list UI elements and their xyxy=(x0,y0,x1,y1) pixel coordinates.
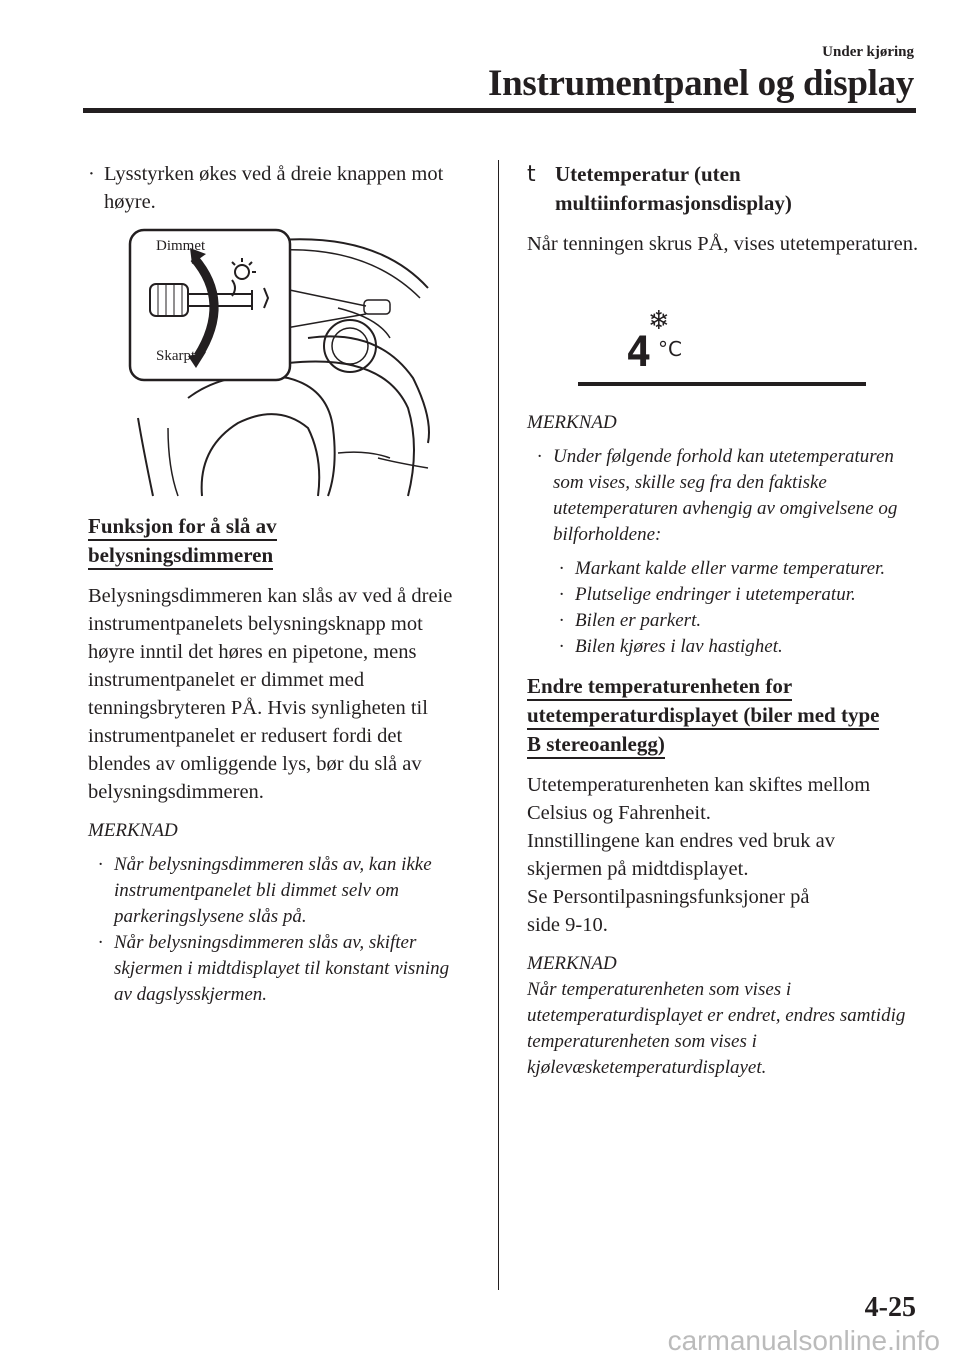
body-change-temp-unit: Utetemperaturenheten kan skiftes mellom Celsius og Fahrenheit. Innstillingene kan endres ved bruk av skjermen på midtdisplayet. Se Persontilpasningsfunksjoner på side 9-10. xyxy=(527,774,871,936)
bullet-brightness-text: Lysstyrken økes ved å dreie knappen mot høyre. xyxy=(104,163,444,213)
page-number: 4-25 xyxy=(864,1292,916,1323)
body-turn-off-dimmer: Belysningsdimmeren kan slås av ved å dreie instrumentpanelets belysningsknapp mot høyre inntil det høres en pipetone, mens instrumentpanelet er dimmet med tenningsbryteren PÅ. Hvis synligheten til instrumentpanelet er redusert fordi det blendes av omliggende lys, bør du slå av belysningsdimmeren. xyxy=(88,585,453,803)
condition-item: · Bilen er parkert. xyxy=(559,610,702,631)
note-item: · Når belysningsdimmeren slås av, skifter skjermen i midtdisplayet til konstant visning av dagslysskjermen. xyxy=(98,932,450,1005)
header-rule xyxy=(83,108,916,113)
intro-outside-temp: Når tenningen skrus PÅ, vises utetemperaturen. xyxy=(527,233,919,255)
right-column xyxy=(527,160,922,258)
heading-turn-off-dimmer: Funksjon for å slå av belysningsdimmeren xyxy=(88,512,468,570)
note2-title: MERKNAD xyxy=(527,953,617,974)
dimmer-knob-illustration xyxy=(128,228,440,498)
temp-unit: °C xyxy=(658,337,682,361)
condition-item: · Plutselige endringer i utetemperatur. xyxy=(559,584,856,605)
column-divider xyxy=(498,160,499,1290)
note-intro-item: · Under følgende forhold kan utetemperaturen som vises, skille seg fra den faktiske utetemperaturen avhengig av omgivelsene og bilforholdene: xyxy=(537,446,898,545)
right-column-lower xyxy=(527,410,922,1081)
left-column xyxy=(88,160,468,216)
outside-temp-display xyxy=(576,302,866,392)
note-item: · Når belysningsdimmeren slås av, kan ikke instrumentpanelet bli dimmet selv om parkeringslysene slås på. xyxy=(98,854,432,927)
left-column-lower xyxy=(88,512,468,1008)
note-title-left: MERKNAD xyxy=(88,820,178,841)
condition-item: · Markant kalde eller varme temperaturer. xyxy=(559,558,886,579)
condition-item: · Bilen kjøres i lav hastighet. xyxy=(559,636,783,657)
bullet-dot: · xyxy=(88,163,95,185)
watermark: carmanualsonline.info xyxy=(667,1325,940,1356)
snowflake-icon: ❄ xyxy=(648,306,670,336)
display-underline xyxy=(578,382,866,386)
page-title: Instrumentpanel og display xyxy=(487,63,914,104)
label-skarpt: Skarpt xyxy=(156,348,196,364)
header-section: Under kjøring xyxy=(822,44,914,60)
note-title-right: MERKNAD xyxy=(527,412,617,433)
temp-value: 4 xyxy=(626,327,652,376)
bullet-brightness xyxy=(88,160,468,216)
section-mark: t xyxy=(527,162,536,187)
heading-outside-temp: t Utetemperatur (uten multiinformasjonsdisplay) xyxy=(527,162,792,215)
note2-text: Når temperaturenheten som vises i utetemperaturdisplayet er endret, endres samtidig temperaturenheten som vises i kjølevæsketemperaturdisplayet. xyxy=(527,979,906,1078)
label-dimmet: Dimmet xyxy=(156,238,206,254)
heading-change-temp-unit: Endre temperaturenheten for utetemperaturdisplayet (biler med type B stereoanlegg) xyxy=(527,672,922,759)
